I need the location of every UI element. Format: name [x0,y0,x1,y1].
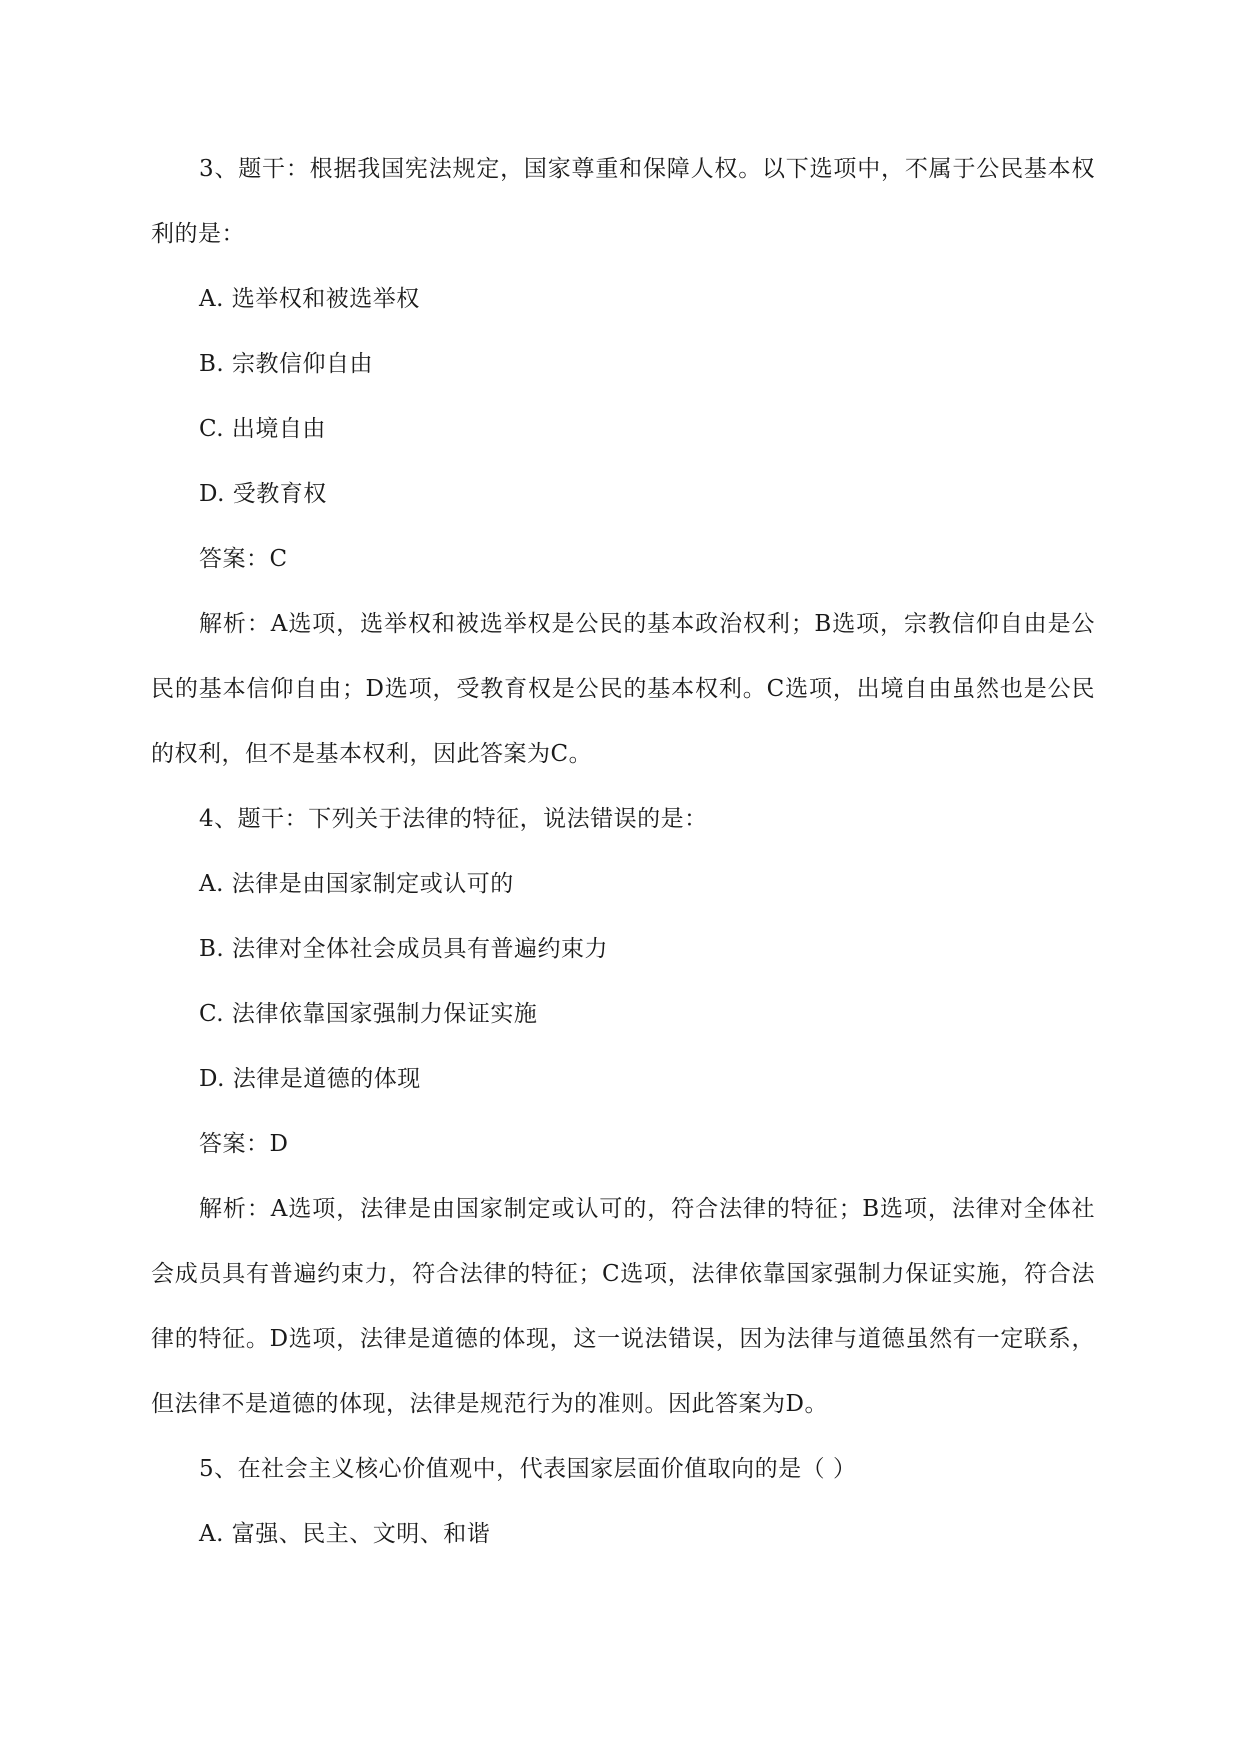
question-3-stem: 3、题干：根据我国宪法规定，国家尊重和保障人权。以下选项中，不属于公民基本权利的是： [151,156,1095,247]
question-3-option-d: D. 受教育权 [199,481,327,507]
document-body [151,137,1095,1567]
question-4-answer: 答案：D [199,1131,289,1157]
question-4-analysis: 解析：A选项，法律是由国家制定或认可的，符合法律的特征；B选项，法律对全体社会成员具有普遍约束力，符合法律的特征；C选项，法律依靠国家强制力保证实施，符合法律的特征。D选项，法律是道德的体现，这一说法错误，因为法律与道德虽然有一定联系，但法律不是道德的体现，法律是规范行为的准则。因此答案为D。 [151,1196,1095,1417]
question-3-analysis: 解析：A选项，选举权和被选举权是公民的基本政治权利；B选项，宗教信仰自由是公民的基本信仰自由；D选项，受教育权是公民的基本权利。C选项，出境自由虽然也是公民的权利，但不是基本权利，因此答案为C。 [151,611,1095,767]
question-4-option-a: A. 法律是由国家制定或认可的 [199,871,514,897]
question-3-option-a: A. 选举权和被选举权 [199,286,420,312]
question-4-option-d: D. 法律是道德的体现 [199,1066,421,1092]
question-4-option-c: C. 法律依靠国家强制力保证实施 [199,1001,538,1027]
question-3-option-b: B. 宗教信仰自由 [199,351,374,377]
question-4-option-b: B. 法律对全体社会成员具有普遍约束力 [199,936,609,962]
question-4-stem: 4、题干：下列关于法律的特征，说法错误的是： [199,806,708,832]
question-3-answer: 答案：C [199,546,288,572]
question-5-stem: 5、在社会主义核心价值观中，代表国家层面价值取向的是（ ） [199,1456,857,1482]
question-3-option-c: C. 出境自由 [199,416,326,442]
question-5-option-a: A. 富强、民主、文明、和谐 [199,1521,491,1547]
